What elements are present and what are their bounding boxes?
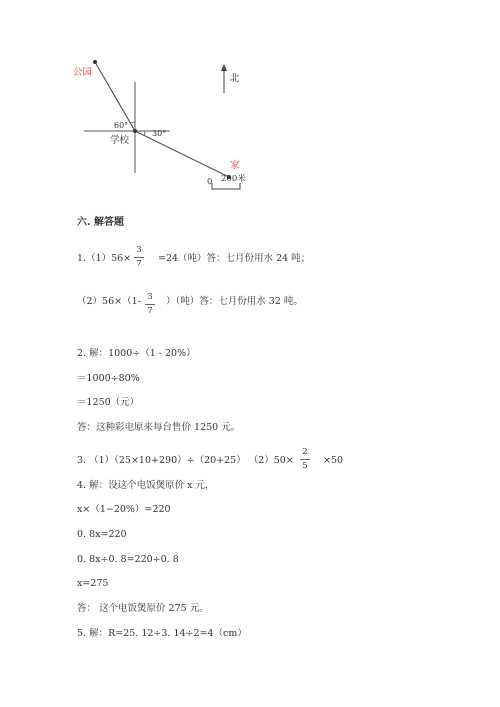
answer-2-line-3: ＝1250（元） [77,397,140,408]
fraction-denominator: 7 [147,305,153,316]
fraction-denominator: 5 [302,460,308,471]
angle-30-arc [144,131,145,135]
park-label: 公园 [73,67,93,78]
fraction-denominator: 7 [136,258,142,269]
answer-4-line-1: 4. 解：设这个电饭煲原价 x 元， [77,480,215,491]
answer-2-line-2: ＝1000÷80% [77,373,140,384]
answer-5-line-1: 5. 解：R=25. 12÷3. 14÷2=4（cm） [77,628,247,639]
scale-label: 200米 [221,174,246,184]
answer-4-line-4: 0. 8x÷0. 8=220÷0. 8 [77,554,179,565]
section-title: 六. 解答题 [77,217,124,228]
school-point [133,129,137,133]
answer-1-part-2-result: ）（吨）答：七月份用水 32 吨。 [166,296,303,307]
fraction-bar [134,257,144,258]
school-label: 学校 [110,135,130,146]
answer-1-part-1-result: =24（吨）答：七月份用水 24 吨； [158,253,311,264]
scale-zero-label: 0 [207,177,213,187]
north-label: 北 [230,73,240,84]
fraction-3-7 [134,246,144,268]
home-label: 家 [230,160,240,171]
answer-4-line-3: 0. 8x=220 [77,529,127,540]
answer-4-line-6: 答： 这个电饭煲原价 275 元。 [77,603,209,614]
fraction-numerator: 2 [302,447,308,457]
fraction-numerator: 3 [136,245,142,255]
fraction-bar [145,304,155,305]
answer-4-line-2: x×（1−20%）=220 [77,504,171,515]
direction-diagram [0,0,500,210]
park-point [93,60,97,64]
fraction-2-5 [300,448,310,470]
fraction-3-7-b [145,293,155,315]
fraction-numerator: 3 [147,292,153,302]
answer-4-line-5: x=275 [77,578,109,589]
answer-2-line-4: 答：这种彩电原来每台售价 1250 元。 [77,422,241,433]
answer-1-part-1-prefix: 1.（1）56× [77,253,132,264]
angle-60-arc [131,122,136,123]
answer-3-prefix: 3. （1）（25×10+290）÷（20+25） （2）50× [77,455,294,466]
angle-30-label: 30° [152,129,167,138]
angle-60-label: 60° [114,121,129,130]
answer-3-suffix: ×50 [323,455,344,466]
answer-2-line-1: 2. 解：1000÷（1 - 20%） [77,348,196,359]
fraction-bar [300,459,310,460]
north-arrow-icon [221,64,227,71]
route-to-home [135,131,229,177]
answer-1-part-2-prefix: （2）56×（1- [77,296,141,307]
